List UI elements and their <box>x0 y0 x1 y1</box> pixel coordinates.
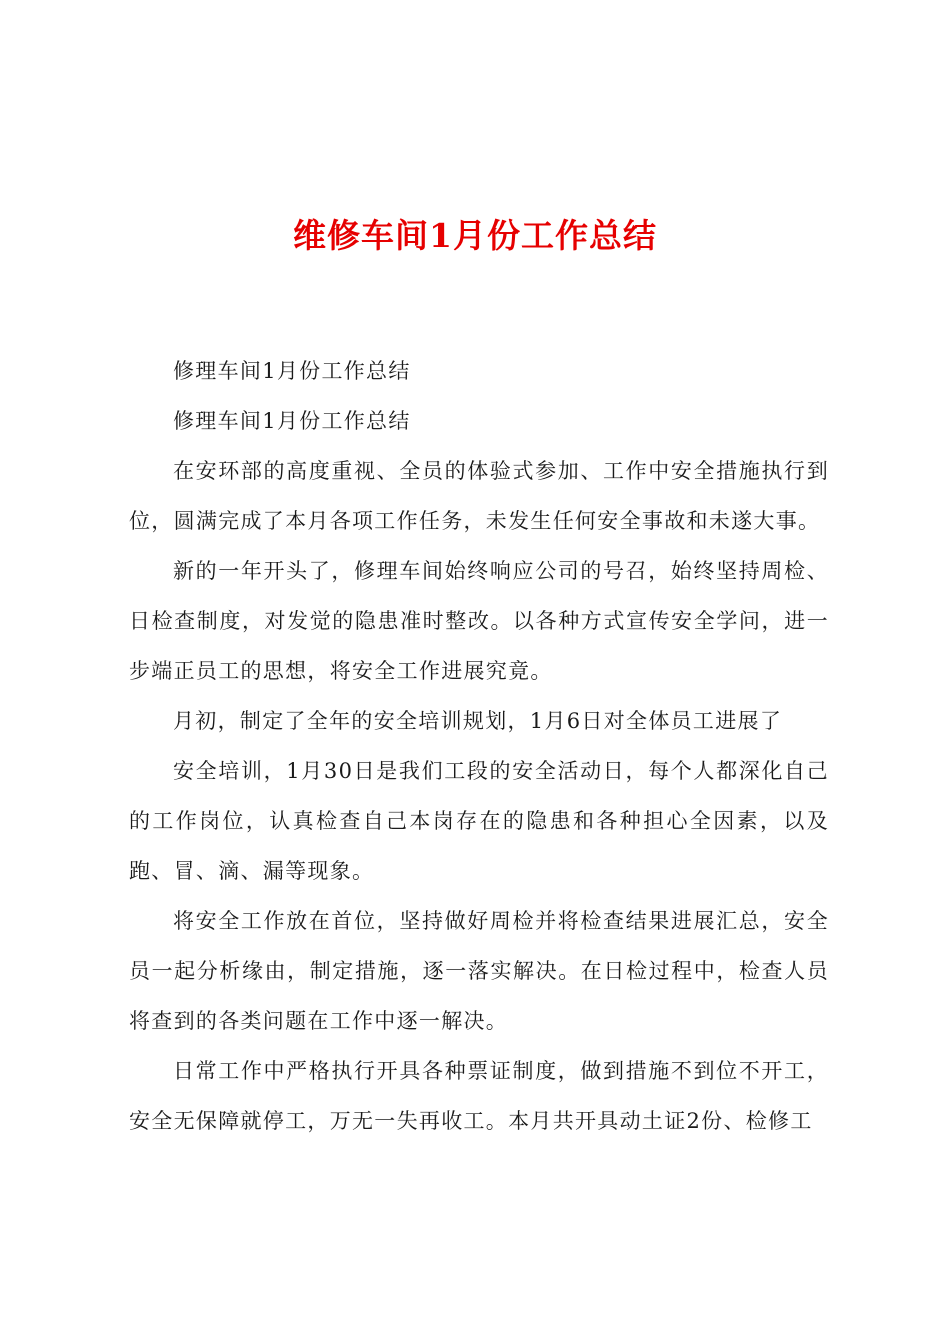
paragraph: 修理车间1月份工作总结 <box>173 409 411 433</box>
paragraph: 将安全工作放在首位，坚持做好周检并将检查结果进展汇总，安全员一起分析缘由，制定措施，逐一落实解决。在日检过程中，检查人员将查到的各类问题在工作中逐一解决。 <box>129 909 829 1033</box>
document-body <box>129 346 829 1146</box>
paragraph: 日常工作中严格执行开具各种票证制度，做到措施不到位不开工，安全无保障就停工，万无一失再收工。本月共开具动土证2份、检修工 <box>129 1059 829 1133</box>
document-title: 维修车间1月份工作总结 <box>293 216 657 255</box>
paragraph: 安全培训，1月30日是我们工段的安全活动日，每个人都深化自己的工作岗位，认真检查自己本岗存在的隐患和各种担心全因素，以及跑、冒、滴、漏等现象。 <box>129 759 829 883</box>
paragraph: 新的一年开头了，修理车间始终响应公司的号召，始终坚持周检、日检查制度，对发觉的隐患准时整改。以各种方式宣传安全学问，进一步端正员工的思想，将安全工作进展究竟。 <box>129 559 829 683</box>
paragraph: 月初，制定了全年的安全培训规划，1月6日对全体员工进展了 <box>173 709 783 733</box>
paragraph: 在安环部的高度重视、全员的体验式参加、工作中安全措施执行到位，圆满完成了本月各项工作任务，未发生任何安全事故和未遂大事。 <box>129 459 829 533</box>
paragraph: 修理车间1月份工作总结 <box>173 359 411 383</box>
